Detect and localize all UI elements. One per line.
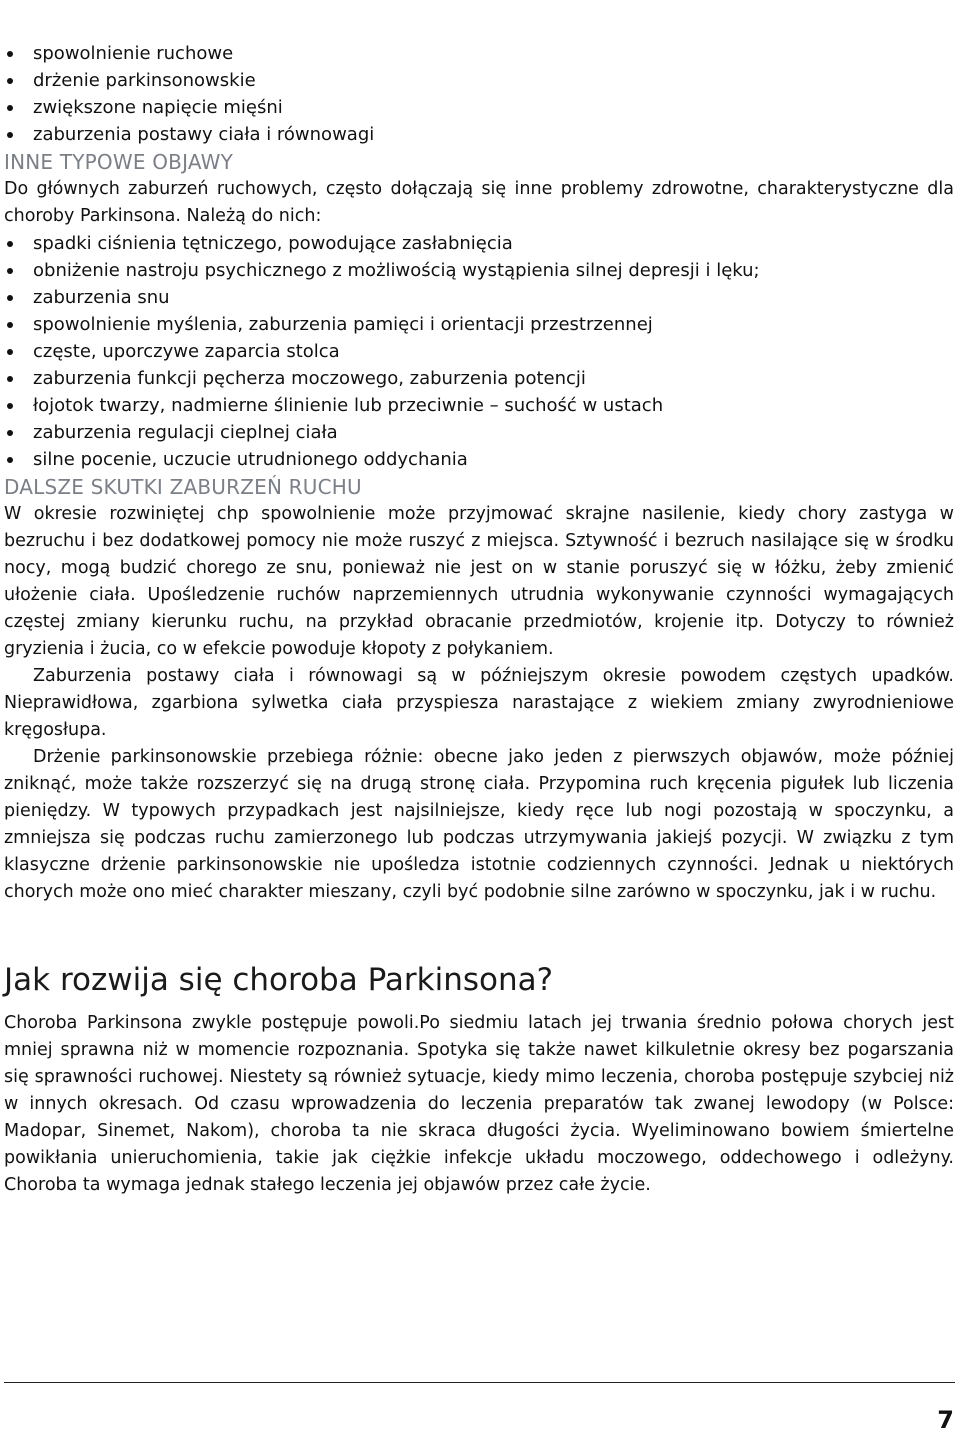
paragraph: Choroba Parkinsona zwykle postępuje powoli.Po siedmiu latach jej trwania średnio połowa chorych jest mniej sprawna niż w momencie rozpoznania. Spotyka się także nawet kilkuletnie okresy bez pogarszania się sprawności ruchowej. Niestety są również sytuacje, kiedy mimo leczenia, choroba postępuje szybciej niż w innych okresach. Od czasu wprowadzenia do leczenia preparatów tak zwanej lewodopy (w Polsce: Madopar, Sinemet, Nakom), choroba ta nie skraca długości życia. Wyeliminowano bowiem śmiertelne powikłania unieruchomienia, takie jak ciężkie infekcje układu moczowego, oddechowego i odleżyny. Choroba ta wymaga jednak stałego leczenia jej objawów przez całe życie. bbox=[4, 1013, 954, 1195]
list-item: drżenie parkinsonowskie bbox=[4, 67, 954, 94]
paragraph: Zaburzenia postawy ciała i równowagi są w późniejszym okresie powodem częstych upadków. Nieprawidłowa, zgarbiona sylwetka ciała przyspiesza narastające z wiekiem zmiany zwyrodnieniowe kręgosłupa. bbox=[4, 666, 954, 740]
list-item: zaburzenia postawy ciała i równowagi bbox=[4, 121, 954, 148]
list-item: zaburzenia snu bbox=[4, 284, 954, 311]
list-item: zaburzenia regulacji cieplnej ciała bbox=[4, 419, 954, 446]
paragraph: Drżenie parkinsonowskie przebiega różnie: obecne jako jeden z pierwszych objawów, może później zniknąć, może także rozszerzyć się na drugą stronę ciała. Przypomina ruch kręcenia pigułek lub liczenia pieniędzy. W typowych przypadkach jest najsilniejsze, kiedy ręce lub nogi pozostają w spoczynku, a zmniejsza się podczas ruchu zamierzonego lub podczas utrzymywania jakiejś pozycji. W związku z tym klasyczne drżenie parkinsonowskie nie upośledza istotnie codziennych czynności. Jednak u niektórych chorych może ono mieć charakter mieszany, czyli być podobnie silne zarówno w spoczynku, jak i w ruchu. bbox=[4, 747, 954, 902]
list-item: łojotok twarzy, nadmierne ślinienie lub przeciwnie – suchość w ustach bbox=[4, 392, 954, 419]
list-item: silne pocenie, uczucie utrudnionego oddychania bbox=[4, 446, 954, 473]
section-heading-further-effects: DALSZE SKUTKI ZABURZEŃ RUCHU bbox=[4, 475, 362, 499]
list-item: częste, uporczywe zaparcia stolca bbox=[4, 338, 954, 365]
list-item: spadki ciśnienia tętniczego, powodujące zasłabnięcia bbox=[4, 230, 954, 257]
section-heading-other-symptoms: INNE TYPOWE OBJAWY bbox=[4, 150, 234, 174]
text-column bbox=[4, 40, 954, 1199]
footer-divider bbox=[4, 1382, 955, 1383]
page-number: 7 bbox=[937, 1406, 954, 1434]
list-item: spowolnienie ruchowe bbox=[4, 40, 954, 67]
other-symptoms-list bbox=[4, 230, 954, 473]
motor-symptoms-list bbox=[4, 40, 954, 148]
list-item: obniżenie nastroju psychicznego z możliwością wystąpienia silnej depresji i lęku; bbox=[4, 257, 954, 284]
section-intro-paragraph: Do głównych zaburzeń ruchowych, często dołączają się inne problemy zdrowotne, charakterystyczne dla choroby Parkinsona. Należą do nich: bbox=[4, 179, 954, 226]
paragraph: W okresie rozwiniętej chp spowolnienie może przyjmować skrajne nasilenie, kiedy chory zastyga w bezruchu i bez dodatkowej pomocy nie może ruszyć z miejsca. Sztywność i bezruch nasilające się w środku nocy, mogą budzić chorego ze snu, ponieważ nie jest on w stanie poruszyć się w łóżku, żeby zmienić ułożenie ciała. Upośledzenie ruchów naprzemiennych utrudnia wykonywanie czynności wymagających częstej zmiany kierunku ruchu, na przykład obracanie przedmiotów, krojenie itp. Dotyczy to również gryzienia i żucia, co w efekcie powoduje kłopoty z połykaniem. bbox=[4, 504, 954, 659]
list-item: zwiększone napięcie mięśni bbox=[4, 94, 954, 121]
chapter-title: Jak rozwija się choroba Parkinsona? bbox=[4, 962, 554, 998]
list-item: zaburzenia funkcji pęcherza moczowego, zaburzenia potencji bbox=[4, 365, 954, 392]
list-item: spowolnienie myślenia, zaburzenia pamięci i orientacji przestrzennej bbox=[4, 311, 954, 338]
